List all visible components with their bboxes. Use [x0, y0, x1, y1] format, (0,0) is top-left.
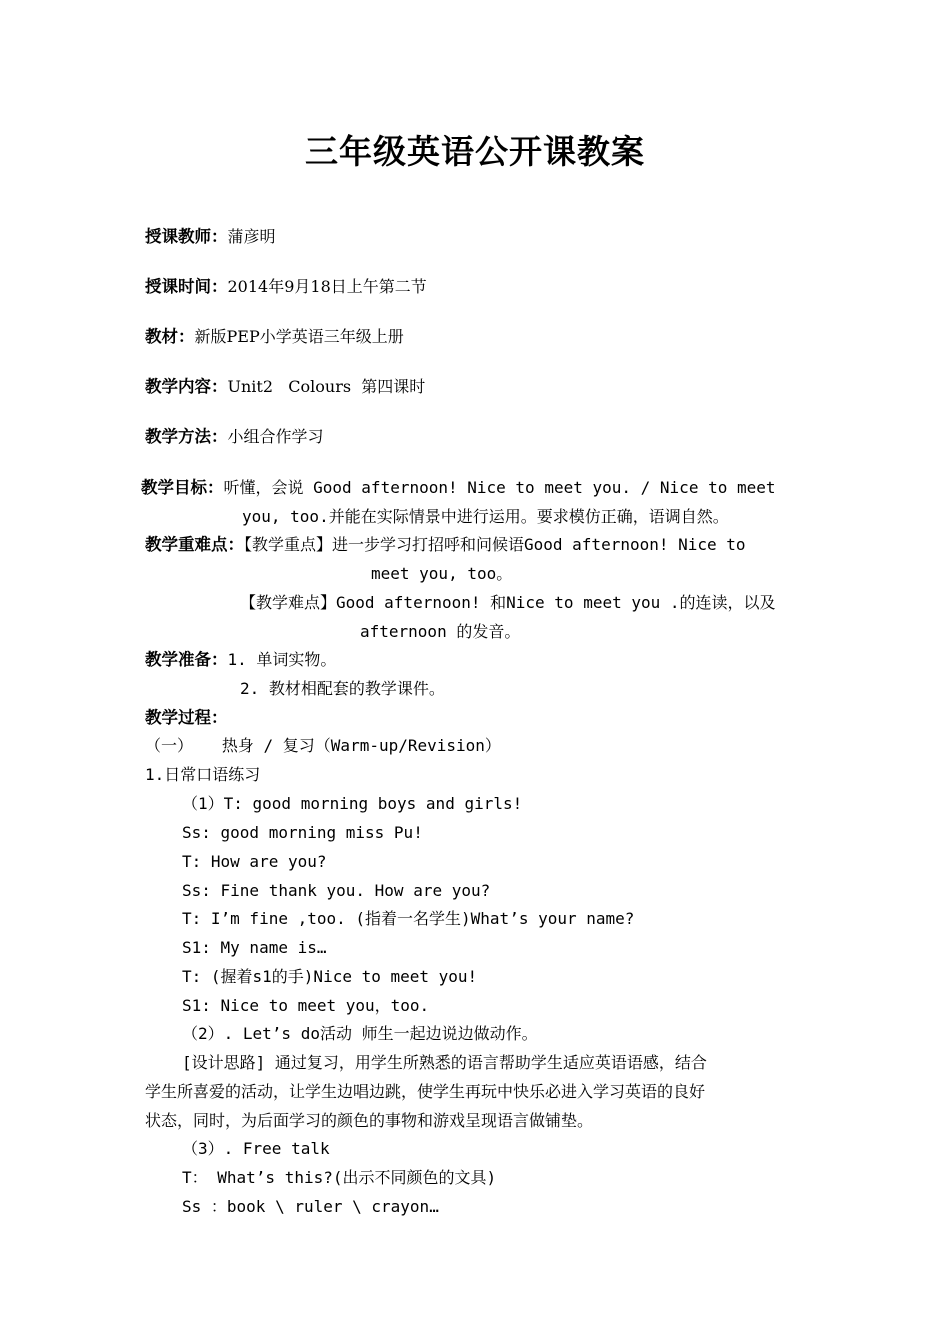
dialogue-line: T: I’m fine ,too. (指着一名学生)What’s your name? [182, 909, 635, 928]
dialogue-line: T: How are you? [182, 852, 327, 871]
dialogue-line: T： What’s this?(出示不同颜色的文具) [182, 1168, 497, 1187]
goals-row [141, 477, 776, 499]
dialogue-line: S1: My name is… [182, 938, 327, 957]
material-row [145, 326, 404, 348]
prep-row [145, 649, 336, 671]
time-row [145, 276, 427, 298]
material-value: 新版PEP小学英语三年级上册 [194, 327, 404, 346]
dialogue-line: （1）T: good morning boys and girls! [182, 794, 523, 813]
goals-line-1: 听懂，会说 Good afternoon! Nice to meet you. / Nice to meet [223, 478, 776, 497]
dialogue-line: Ss ：book \ ruler \ crayon… [182, 1197, 439, 1216]
section-warmup-heading: （一） 热身 / 复习（Warm-up/Revision） [145, 736, 501, 755]
dialogue-line: （2）. Let’s do活动 师生一起边说边做动作。 [182, 1024, 538, 1043]
material-label: 教材： [145, 327, 195, 346]
key-points-line-2: meet you, too。 [371, 564, 513, 583]
subsection-daily-talk: 1.日常口语练习 [145, 765, 261, 784]
design-note-line: 学生所喜爱的活动，让学生边唱边跳，使学生再玩中快乐必进入学习英语的良好 [145, 1082, 706, 1101]
dialogue-line: Ss: Fine thank you. How are you? [182, 881, 491, 900]
teacher-row [145, 226, 276, 248]
dialogue-line: （3）. Free talk [182, 1139, 330, 1158]
method-row [145, 426, 324, 448]
process-label: 教学过程： [145, 708, 228, 727]
goals-label: 教学目标： [141, 478, 224, 497]
design-note-line: [设计思路] 通过复习，用学生所熟悉的语言帮助学生适应英语语感，结合 [182, 1053, 707, 1072]
dialogue-line: Ss: good morning miss Pu! [182, 823, 423, 842]
content-label: 教学内容： [145, 377, 228, 396]
design-note-line: 状态，同时，为后面学习的颜色的事物和游戏呈现语言做铺垫。 [145, 1111, 594, 1130]
dialogue-line: T: (握着s1的手)Nice to meet you! [182, 967, 478, 986]
prep-item-1: 1. 单词实物。 [227, 650, 337, 669]
time-value: 2014年9月18日上午第二节 [227, 277, 427, 296]
dialogue-line: S1: Nice to meet you，too. [182, 996, 430, 1015]
key-points-line-1: 【教学重点】进一步学习打招呼和问候语Good afternoon! Nice to [244, 535, 746, 554]
key-points-line-4: afternoon 的发音。 [360, 622, 521, 641]
page-title: 三年级英语公开课教案 [305, 132, 645, 171]
content-value: Unit2 Colours 第四课时 [227, 377, 426, 396]
teacher-label: 授课教师： [145, 227, 228, 246]
time-label: 授课时间： [145, 277, 228, 296]
content-row [145, 376, 425, 398]
prep-item-2: 2. 教材相配套的教学课件。 [240, 679, 445, 698]
goals-line-2: you, too.并能在实际情景中进行运用。要求模仿正确，语调自然。 [242, 507, 729, 526]
method-label: 教学方法： [145, 427, 228, 446]
teacher-value: 蒲彦明 [227, 227, 276, 246]
method-value: 小组合作学习 [227, 427, 324, 446]
key-points-line-3: 【教学难点】Good afternoon! 和Nice to meet you .的连读，以及 [240, 593, 776, 612]
key-points-row [145, 534, 746, 556]
key-points-label: 教学重难点： [145, 535, 244, 554]
prep-label: 教学准备： [145, 650, 228, 669]
